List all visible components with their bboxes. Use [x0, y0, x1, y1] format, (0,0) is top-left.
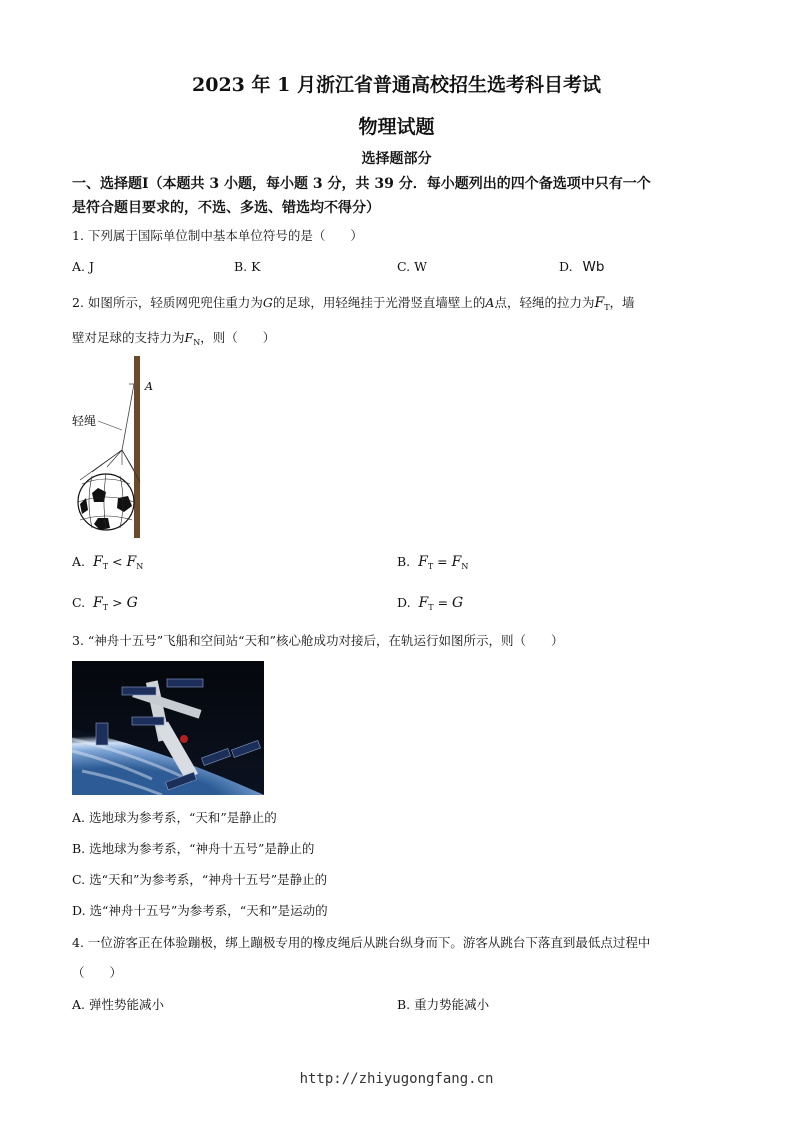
rope-label: 轻绳 — [72, 414, 97, 428]
q2-option-a: A. $F_T < F_N$ — [72, 554, 144, 571]
q2-figure-ball-on-wall — [72, 352, 152, 542]
exam-title: 2023 年 1 月浙江省普通高校招生选考科目考试 — [192, 74, 601, 96]
q2-option-d: D. $F_T = G$ — [397, 595, 464, 612]
q1-option-b: B. K — [234, 259, 261, 274]
q1-option-c: C. W — [397, 259, 427, 274]
rope — [122, 384, 134, 450]
question-2-stem-line2: 壁对足球的支持力为$F_N$，则（ ） — [72, 330, 276, 347]
q2-option-b: B. $F_T = F_N$ — [397, 554, 469, 571]
footer-url[interactable]: http://zhiyugongfang.cn — [299, 1071, 494, 1087]
question-1-stem: 1. 下列属于国际单位制中基本单位符号的是（ ） — [72, 228, 363, 243]
q4-option-a: A. 弹性势能减小 — [72, 997, 164, 1012]
q1-option-d-value: Wb — [582, 259, 605, 275]
subject-title: 物理试题 — [358, 116, 435, 138]
q1-option-d-label: D. — [559, 259, 573, 274]
q3-option-d: D. 选“神舟十五号”为参考系，“天和”是运动的 — [72, 903, 328, 918]
q3-option-b: B. 选地球为参考系，“神舟十五号”是静止的 — [72, 841, 315, 856]
part-title: 选择题部分 — [361, 151, 432, 167]
q3-figure-space-station — [72, 661, 264, 795]
q4-option-b: B. 重力势能减小 — [397, 997, 490, 1012]
q1-option-a: A. J — [72, 259, 94, 274]
q3-option-a: A. 选地球为参考系，“天和”是静止的 — [72, 810, 277, 825]
wall — [134, 356, 140, 538]
soccer-ball-icon — [78, 474, 134, 530]
q3-option-c: C. 选“天和”为参考系，“神舟十五号”是静止的 — [72, 872, 328, 887]
point-a-label: A — [145, 380, 153, 393]
q1-option-d — [559, 259, 604, 275]
question-3-stem: 3. “神舟十五号”飞船和空间站“天和”核心舱成功对接后，在轨运行如图所示，则（ ） — [72, 633, 564, 648]
question-4-stem-line2: （ ） — [72, 965, 123, 980]
question-4-stem-line1: 4. 一位游客正在体验蹦极，绑上蹦极专用的橡皮绳后从跳台纵身而下。游客从跳台下落直到最低点过程中 — [72, 935, 651, 950]
section-heading-line2: 是符合题目要求的，不选、多选、错选均不得分） — [72, 200, 380, 216]
section-heading-line1: 一、选择题Ⅰ（本题共 3 小题，每小题 3 分，共 39 分．每小题列出的四个备选项中只有一个 — [72, 176, 651, 192]
q2-option-c: C. $F_T > G$ — [72, 595, 138, 612]
question-2-stem-line1: 2. 如图所示，轻质网兜兜住重力为G的足球，用轻绳挂于光滑竖直墙壁上的A点，轻绳的拉力为$F_T$，墙 — [72, 295, 635, 312]
